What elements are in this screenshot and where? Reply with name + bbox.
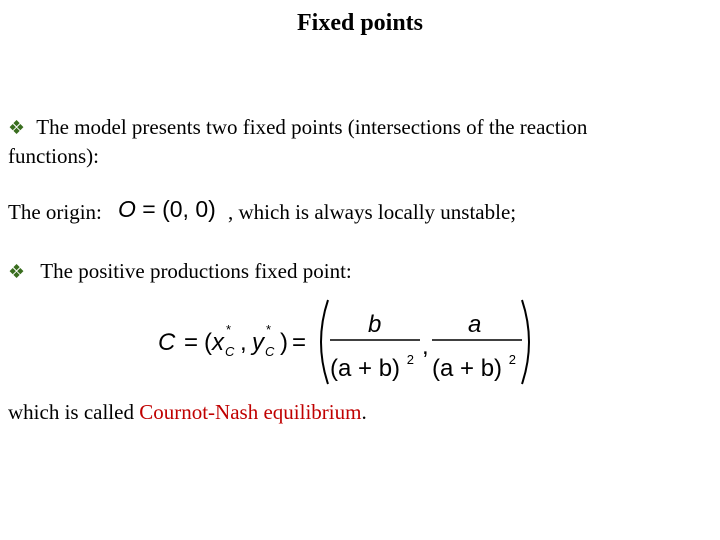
origin-value: (0, 0) (162, 196, 216, 222)
closing-line (8, 399, 367, 425)
cournot-nash-formula (150, 294, 540, 390)
bullet-1-line-2: functions): (8, 144, 99, 168)
closing-suffix: . (361, 400, 367, 424)
bullet-1 (8, 114, 587, 142)
formula-eq-1: = (184, 329, 199, 356)
formula-x-star: * (226, 322, 232, 337)
origin-tail: , which is always locally unstable; (228, 200, 517, 224)
origin-symbol: O (118, 196, 136, 222)
formula-den-1-power: 2 (406, 352, 414, 367)
formula-den-2 (432, 352, 516, 382)
formula-big-right-paren (522, 300, 529, 384)
formula-den-2-power: 2 (508, 352, 516, 367)
formula-den-1-text: (a + b) (330, 355, 401, 382)
formula-y: y (252, 329, 264, 356)
formula-num-b: b (368, 311, 382, 338)
formula-comma-1: , (240, 329, 247, 356)
formula-lhs: C (158, 329, 176, 356)
cournot-nash-highlight: Cournot-Nash equilibrium (139, 400, 362, 424)
formula-comma-2: , (422, 333, 429, 360)
formula-open-paren: ( (204, 329, 212, 356)
formula-y-star: * (266, 322, 272, 337)
closing-prefix: which is called (8, 400, 140, 424)
diamond-bullet-icon: ❖ (8, 118, 26, 139)
bullet-2-text: The positive productions fixed point: (40, 259, 352, 283)
slide-title: Fixed points (296, 10, 424, 36)
formula-x-sub: C (225, 344, 235, 359)
bullet-2 (8, 258, 352, 286)
formula-y-sub: C (265, 344, 275, 359)
origin-formula (118, 196, 216, 223)
formula-num-a: a (468, 311, 482, 338)
formula-close-paren: ) (280, 329, 288, 356)
formula-den-1 (330, 352, 414, 382)
origin-equals: = (142, 196, 156, 222)
origin-label: The origin: (8, 200, 102, 224)
bullet-1-line-1: The model presents two fixed points (intersections of the reaction (36, 115, 588, 139)
diamond-bullet-icon: ❖ (8, 262, 26, 283)
formula-den-2-text: (a + b) (432, 355, 503, 382)
formula-eq-2: = (292, 329, 307, 356)
formula-x: x (212, 329, 224, 356)
formula-big-left-paren (321, 300, 328, 384)
